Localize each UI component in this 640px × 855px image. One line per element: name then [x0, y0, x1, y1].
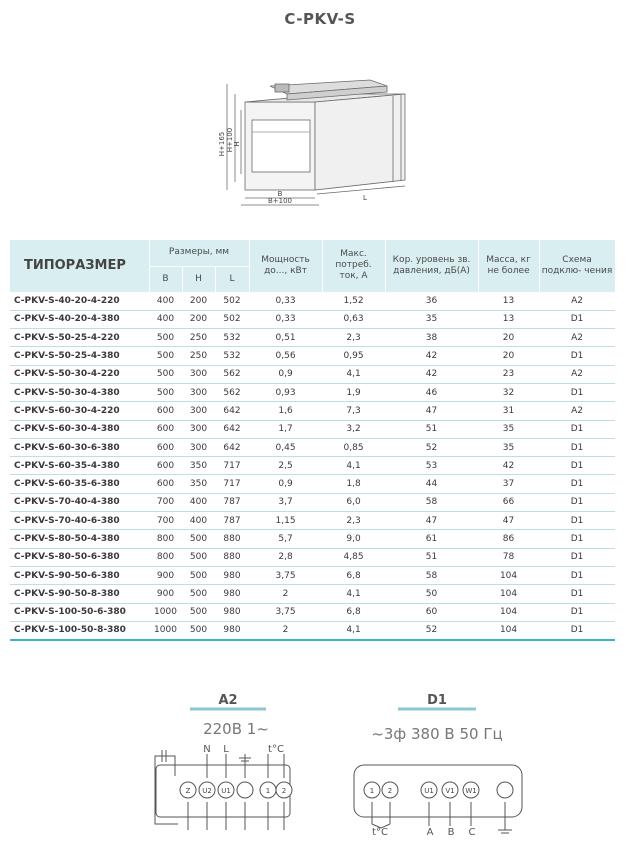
header-size-l: L: [215, 266, 249, 292]
cell-b: 700: [149, 493, 182, 511]
cell-noise: 52: [385, 621, 478, 640]
cell-current: 6,0: [322, 493, 385, 511]
cell-current: 4,1: [322, 365, 385, 383]
d1-terminal-label: W1: [465, 787, 477, 795]
cell-model: C-PKV-S-90-50-8-380: [10, 585, 149, 603]
cell-power: 3,7: [249, 493, 322, 511]
cell-l: 642: [215, 420, 249, 438]
page-title: C-PKV-S: [284, 10, 356, 28]
a2-wire-n: N: [203, 744, 211, 755]
cell-scheme: D1: [539, 566, 615, 584]
cell-mass: 13: [478, 292, 539, 310]
cell-scheme: D1: [539, 438, 615, 456]
dim-length: L: [363, 194, 367, 202]
fan-dimension-drawing: [205, 72, 435, 210]
cell-current: 1,8: [322, 475, 385, 493]
cell-noise: 50: [385, 585, 478, 603]
cell-b: 600: [149, 475, 182, 493]
cell-l: 532: [215, 329, 249, 347]
table-row: [10, 310, 615, 328]
cell-b: 600: [149, 438, 182, 456]
cell-h: 200: [182, 310, 215, 328]
cell-power: 5,7: [249, 530, 322, 548]
table-row: [10, 457, 615, 475]
cell-b: 800: [149, 530, 182, 548]
cell-l: 502: [215, 310, 249, 328]
cell-model: C-PKV-S-50-30-4-220: [10, 365, 149, 383]
cell-b: 500: [149, 365, 182, 383]
a2-terminal-label: Z: [185, 787, 191, 795]
table-row: [10, 365, 615, 383]
cell-noise: 58: [385, 566, 478, 584]
cell-current: 2,3: [322, 329, 385, 347]
cell-power: 0,33: [249, 310, 322, 328]
cell-noise: 38: [385, 329, 478, 347]
cell-mass: 104: [478, 585, 539, 603]
cell-current: 4,1: [322, 585, 385, 603]
a2-terminal-label: 2: [281, 787, 287, 795]
cell-h: 400: [182, 493, 215, 511]
cell-current: 1,52: [322, 292, 385, 310]
cell-current: 7,3: [322, 402, 385, 420]
d1-terminal-label: 1: [369, 787, 375, 795]
dim-height: H: [233, 141, 241, 147]
cell-h: 300: [182, 402, 215, 420]
cell-scheme: D1: [539, 475, 615, 493]
cell-current: 3,2: [322, 420, 385, 438]
cell-current: 4,85: [322, 548, 385, 566]
cell-b: 800: [149, 548, 182, 566]
cell-l: 532: [215, 347, 249, 365]
a2-terminal-label: U2: [202, 787, 212, 795]
header-power: Мощность до..., кВт: [249, 240, 322, 292]
cell-l: 717: [215, 457, 249, 475]
cell-model: C-PKV-S-50-25-4-380: [10, 347, 149, 365]
cell-h: 250: [182, 329, 215, 347]
header-current: Макс. потреб. ток, А: [322, 240, 385, 292]
header-mass: Масса, кг не более: [478, 240, 539, 292]
cell-mass: 32: [478, 383, 539, 401]
cell-current: 9,0: [322, 530, 385, 548]
dim-width: B: [277, 190, 283, 198]
cell-scheme: D1: [539, 530, 615, 548]
cell-scheme: D1: [539, 493, 615, 511]
cell-model: C-PKV-S-70-40-6-380: [10, 512, 149, 530]
cell-b: 600: [149, 402, 182, 420]
cell-scheme: D1: [539, 548, 615, 566]
a2-wire-t: t°C: [268, 744, 284, 755]
cell-power: 2,5: [249, 457, 322, 475]
cell-power: 0,93: [249, 383, 322, 401]
cell-current: 0,85: [322, 438, 385, 456]
scheme-a2-supply: 220В 1~: [203, 720, 269, 738]
d1-label-c: C: [468, 827, 476, 838]
cell-mass: 23: [478, 365, 539, 383]
cell-mass: 13: [478, 310, 539, 328]
header-noise: Кор. уровень зв. давления, дБ(А): [385, 240, 478, 292]
d1-terminal-label: V1: [445, 787, 455, 795]
cell-current: 0,63: [322, 310, 385, 328]
header-scheme: Схема подклю- чения: [539, 240, 615, 292]
cell-scheme: A2: [539, 402, 615, 420]
cell-l: 502: [215, 292, 249, 310]
cell-l: 642: [215, 402, 249, 420]
cell-mass: 20: [478, 347, 539, 365]
cell-power: 2: [249, 585, 322, 603]
cell-h: 500: [182, 530, 215, 548]
a2-wire-l: L: [223, 744, 229, 755]
cell-noise: 53: [385, 457, 478, 475]
cell-mass: 35: [478, 438, 539, 456]
cell-mass: 31: [478, 402, 539, 420]
cell-power: 0,9: [249, 475, 322, 493]
d1-terminal-label: U1: [424, 787, 434, 795]
cell-scheme: D1: [539, 457, 615, 475]
cell-l: 562: [215, 383, 249, 401]
cell-scheme: D1: [539, 420, 615, 438]
cell-model: C-PKV-S-80-50-6-380: [10, 548, 149, 566]
cell-h: 300: [182, 383, 215, 401]
cell-h: 200: [182, 292, 215, 310]
cell-noise: 47: [385, 402, 478, 420]
cell-l: 562: [215, 365, 249, 383]
cell-b: 500: [149, 329, 182, 347]
dim-height-frame: H+100: [226, 127, 234, 153]
cell-mass: 86: [478, 530, 539, 548]
cell-current: 0,95: [322, 347, 385, 365]
cell-power: 0,56: [249, 347, 322, 365]
cell-scheme: D1: [539, 383, 615, 401]
cell-b: 1000: [149, 621, 182, 640]
cell-noise: 51: [385, 420, 478, 438]
cell-h: 350: [182, 457, 215, 475]
cell-l: 980: [215, 585, 249, 603]
cell-l: 787: [215, 512, 249, 530]
cell-mass: 35: [478, 420, 539, 438]
scheme-d1-label: D1: [427, 693, 447, 708]
cell-b: 500: [149, 347, 182, 365]
table-row: [10, 475, 615, 493]
cell-model: C-PKV-S-100-50-6-380: [10, 603, 149, 621]
table-row: [10, 585, 615, 603]
cell-model: C-PKV-S-60-35-6-380: [10, 475, 149, 493]
dim-height-total: H+165: [218, 131, 226, 157]
cell-h: 300: [182, 420, 215, 438]
table-row: [10, 329, 615, 347]
cell-noise: 60: [385, 603, 478, 621]
header-size-b: B: [149, 266, 182, 292]
cell-power: 0,45: [249, 438, 322, 456]
spec-table: [10, 240, 616, 641]
cell-mass: 78: [478, 548, 539, 566]
cell-noise: 42: [385, 347, 478, 365]
table-row: [10, 383, 615, 401]
table-row: [10, 621, 615, 640]
cell-power: 3,75: [249, 603, 322, 621]
cell-power: 0,9: [249, 365, 322, 383]
spec-table-body: [10, 292, 615, 640]
cell-h: 400: [182, 512, 215, 530]
cell-model: C-PKV-S-60-30-4-380: [10, 420, 149, 438]
cell-l: 980: [215, 603, 249, 621]
table-row: [10, 420, 615, 438]
cell-power: 3,75: [249, 566, 322, 584]
cell-noise: 51: [385, 548, 478, 566]
cell-mass: 104: [478, 566, 539, 584]
table-row: [10, 402, 615, 420]
cell-mass: 37: [478, 475, 539, 493]
cell-l: 980: [215, 566, 249, 584]
dim-width-frame: B+100: [267, 197, 293, 205]
cell-model: C-PKV-S-50-30-4-380: [10, 383, 149, 401]
cell-model: C-PKV-S-90-50-6-380: [10, 566, 149, 584]
cell-h: 500: [182, 621, 215, 640]
cell-b: 400: [149, 310, 182, 328]
header-sizes: Размеры, мм: [149, 240, 249, 266]
a2-terminal-label: U1: [221, 787, 231, 795]
cell-h: 350: [182, 475, 215, 493]
cell-h: 300: [182, 438, 215, 456]
cell-noise: 61: [385, 530, 478, 548]
cell-h: 500: [182, 566, 215, 584]
cell-current: 6,8: [322, 566, 385, 584]
cell-scheme: A2: [539, 292, 615, 310]
cell-mass: 20: [478, 329, 539, 347]
cell-l: 980: [215, 621, 249, 640]
cell-mass: 66: [478, 493, 539, 511]
header-model: ТИПОРАЗМЕР: [10, 240, 149, 292]
cell-current: 4,1: [322, 457, 385, 475]
cell-current: 1,9: [322, 383, 385, 401]
cell-model: C-PKV-S-40-20-4-220: [10, 292, 149, 310]
table-row: [10, 548, 615, 566]
cell-scheme: D1: [539, 347, 615, 365]
cell-l: 880: [215, 548, 249, 566]
cell-b: 500: [149, 383, 182, 401]
cell-noise: 35: [385, 310, 478, 328]
cell-l: 717: [215, 475, 249, 493]
cell-scheme: D1: [539, 310, 615, 328]
cell-scheme: D1: [539, 621, 615, 640]
cell-noise: 58: [385, 493, 478, 511]
scheme-a2-label: A2: [218, 693, 238, 708]
cell-model: C-PKV-S-100-50-8-380: [10, 621, 149, 640]
cell-scheme: D1: [539, 585, 615, 603]
cell-b: 900: [149, 566, 182, 584]
cell-scheme: A2: [539, 365, 615, 383]
cell-noise: 44: [385, 475, 478, 493]
d1-terminal-label: 2: [387, 787, 393, 795]
table-row: [10, 566, 615, 584]
cell-power: 2,8: [249, 548, 322, 566]
table-row: [10, 493, 615, 511]
a2-terminal-label: 1: [265, 787, 271, 795]
cell-power: 1,7: [249, 420, 322, 438]
cell-model: C-PKV-S-80-50-4-380: [10, 530, 149, 548]
table-row: [10, 603, 615, 621]
cell-l: 642: [215, 438, 249, 456]
cell-h: 500: [182, 548, 215, 566]
cell-b: 600: [149, 457, 182, 475]
table-row: [10, 347, 615, 365]
cell-power: 0,33: [249, 292, 322, 310]
cell-model: C-PKV-S-60-35-4-380: [10, 457, 149, 475]
table-row: [10, 512, 615, 530]
cell-power: 0,51: [249, 329, 322, 347]
cell-mass: 104: [478, 621, 539, 640]
cell-noise: 46: [385, 383, 478, 401]
table-row: [10, 438, 615, 456]
cell-noise: 42: [385, 365, 478, 383]
cell-model: C-PKV-S-70-40-4-380: [10, 493, 149, 511]
cell-model: C-PKV-S-60-30-4-220: [10, 402, 149, 420]
cell-model: C-PKV-S-60-30-6-380: [10, 438, 149, 456]
d1-label-a: A: [426, 827, 434, 838]
d1-terminal: [497, 782, 513, 798]
cell-current: 6,8: [322, 603, 385, 621]
cell-b: 700: [149, 512, 182, 530]
wiring-schemes: [140, 690, 540, 850]
cell-mass: 104: [478, 603, 539, 621]
cell-b: 600: [149, 420, 182, 438]
cell-power: 2: [249, 621, 322, 640]
cell-b: 900: [149, 585, 182, 603]
cell-l: 880: [215, 530, 249, 548]
cell-model: C-PKV-S-40-20-4-380: [10, 310, 149, 328]
cell-current: 2,3: [322, 512, 385, 530]
d1-label-t: t°C: [372, 827, 388, 838]
cell-current: 4,1: [322, 621, 385, 640]
cell-h: 300: [182, 365, 215, 383]
table-row: [10, 530, 615, 548]
d1-label-b: B: [447, 827, 455, 838]
scheme-d1-supply: ~3ф 380 В 50 Гц: [371, 725, 503, 743]
cell-scheme: D1: [539, 512, 615, 530]
cell-noise: 47: [385, 512, 478, 530]
cell-model: C-PKV-S-50-25-4-220: [10, 329, 149, 347]
cell-noise: 36: [385, 292, 478, 310]
cell-scheme: D1: [539, 603, 615, 621]
cell-power: 1,6: [249, 402, 322, 420]
cell-mass: 47: [478, 512, 539, 530]
cell-h: 500: [182, 585, 215, 603]
cell-h: 500: [182, 603, 215, 621]
cell-scheme: A2: [539, 329, 615, 347]
cell-b: 400: [149, 292, 182, 310]
table-row: [10, 292, 615, 310]
header-size-h: H: [182, 266, 215, 292]
cell-l: 787: [215, 493, 249, 511]
cell-power: 1,15: [249, 512, 322, 530]
cell-mass: 42: [478, 457, 539, 475]
cell-h: 250: [182, 347, 215, 365]
a2-terminal: [237, 782, 253, 798]
cell-b: 1000: [149, 603, 182, 621]
cell-noise: 52: [385, 438, 478, 456]
